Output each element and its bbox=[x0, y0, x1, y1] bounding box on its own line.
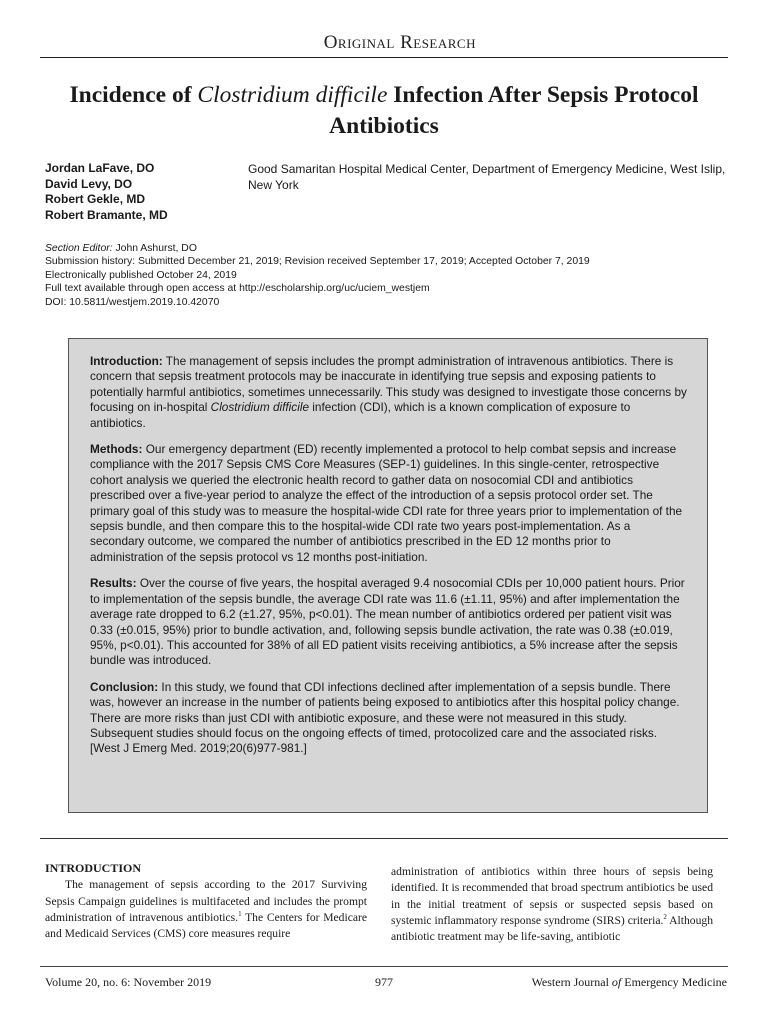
conclusion-label: Conclusion: bbox=[90, 679, 159, 694]
body-text-cont: The Centers for Medicare and Medicaid Services (CMS) core measures require bbox=[45, 910, 367, 941]
abstract-box bbox=[68, 338, 708, 813]
title-part1: Incidence of bbox=[69, 82, 198, 108]
methods-label: Methods: bbox=[90, 442, 143, 457]
footer-journal bbox=[532, 975, 727, 990]
journal-italic: of bbox=[611, 975, 622, 989]
author-name: Jordan LaFave, DO bbox=[45, 161, 155, 175]
methods-text: Our emergency department (ED) recently implemented a protocol to help combat sepsis and increase compliance with the 2017 Sepsis CMS Core Measures (SEP-1) guidelines. In this single-center, retrospective cohort analysis we queried the electronic health record to gather data on nosocomial CDI and antibiotics prescribed over a five-year period to analyze the effect of the introduction of a sepsis protocol order set. The primary goal of this study was to measure the hospital-wide CDI rate for three years prior to implementation of the sepsis bundle, and then compare this to the hospital-wide CDI rate two years post-implementation. As a secondary outcome, we compared the number of antibiotics prescribed in the ED 12 months prior to administration of the sepsis protocol vs 12 months post-initiation. bbox=[90, 442, 683, 564]
header-rule bbox=[40, 57, 728, 58]
body-column-right bbox=[391, 864, 713, 945]
author-name: Robert Bramante, MD bbox=[45, 207, 168, 222]
section-editor-name: John Ashurst, DO bbox=[112, 243, 197, 254]
results-text: Over the course of five years, the hospital averaged 9.4 nosocomial CDIs per 10,000 patient hours. Prior to implementation of the sepsis bundle, the average CDI rate was 11.6 (±1.11, 95%) and after implementation the average rate dropped to 6.2 (±1.27, 95%, p<0.01). The mean number of antibiotics ordered per patient visit was 0.33 (±0.015, 95%) prior to bundle activation, and, following sepsis bundle activation, the rate was 0.38 (±0.019, 95%, p<0.01). This accounted for 38% of all ED patient visits receiving antibiotics, a 5% increase after the sepsis bundle was introduced. bbox=[90, 576, 685, 668]
body-text: administration of antibiotics within three hours of sepsis being identified. It is recommended that broad spectrum antibiotics be used in the initial treatment of sepsis or suspected sepsis based on systemic inflammatory response syndrome (SIRS) criteria. bbox=[391, 865, 713, 927]
page-footer bbox=[45, 975, 727, 991]
author-name: Robert Gekle, MD bbox=[45, 192, 146, 206]
section-label: Original Research bbox=[323, 32, 476, 53]
abstract-conclusion bbox=[90, 680, 687, 757]
section-editor-label: Section Editor: bbox=[45, 243, 113, 254]
body-paragraph bbox=[45, 877, 367, 942]
introduction-italic: Clostridium difficile bbox=[210, 400, 310, 415]
title-part2: Infection After Sepsis Protocol Antibiotics bbox=[329, 82, 699, 139]
introduction-text: The management of sepsis includes the prompt administration of intravenous antibiotics. There is concern that sepsis treatment protocols may be inaccurate in identifying true sepsis and exposing patients to potentially harmful antibiotics, sometimes unnecessarily. This study was designed to investigate those concerns by focusing on in-hospital bbox=[90, 354, 687, 415]
author-name: David Levy, DO bbox=[45, 176, 133, 191]
page-number: 977 bbox=[375, 975, 393, 989]
full-text-link[interactable]: Full text available through open access at http://escholarship.org/uc/uciem_westjem bbox=[45, 283, 430, 295]
journal-part2: Emergency Medicine bbox=[621, 975, 727, 989]
citation-ref[interactable]: 2 bbox=[663, 913, 667, 922]
introduction-heading: INTRODUCTION bbox=[45, 861, 142, 875]
body-paragraph bbox=[391, 864, 713, 945]
abstract-results bbox=[90, 576, 687, 668]
results-label: Results: bbox=[90, 576, 137, 591]
body-text-cont: Although antibiotic treatment may be life-saving, antibiotic bbox=[391, 913, 713, 944]
section-editor bbox=[45, 242, 735, 255]
introduction-text-end: infection (CDI), which is a known complication of exposure to antibiotics. bbox=[90, 400, 631, 430]
publication-date: Electronically published October 24, 2019 bbox=[45, 269, 237, 281]
affiliation: Good Samaritan Hospital Medical Center, Department of Emergency Medicine, West Islip, New York bbox=[248, 162, 726, 192]
author-list bbox=[45, 161, 168, 223]
footer-rule bbox=[40, 966, 728, 967]
abstract-methods bbox=[90, 442, 687, 565]
introduction-label: Introduction: bbox=[90, 354, 163, 368]
journal-part1: Western Journal bbox=[531, 975, 612, 989]
doi[interactable]: DOI: 10.5811/westjem.2019.10.42070 bbox=[45, 296, 220, 308]
submission-history: Submission history: Submitted December 21, 2019; Revision received September 17, 2019; Accepted October 7, 2019 bbox=[45, 256, 590, 268]
section-rule bbox=[40, 838, 728, 839]
abstract-introduction bbox=[90, 354, 687, 431]
footer-volume: Volume 20, no. 6: November 2019 bbox=[45, 975, 212, 989]
article-meta bbox=[45, 242, 735, 309]
body-text: The management of sepsis according to the 2017 Surviving Sepsis Campaign guidelines is multifaceted and includes the prompt administration of intravenous antibiotics. bbox=[45, 878, 367, 924]
article-title bbox=[40, 80, 728, 142]
conclusion-text: In this study, we found that CDI infections declined after implementation of a sepsis bundle. There was, however an increase in the number of patients being exposed to antibiotics after this hospital policy change. There are more risks than just CDI with antibiotic exposure, and these were not measured in this study. Subsequent studies should focus on the ongoing effects of timed, protocolized care and the associated risks. [West J Emerg Med. 2019;20(6)977-981.] bbox=[90, 679, 680, 756]
title-italic: Clostridium difficile bbox=[197, 82, 388, 108]
citation-ref[interactable]: 1 bbox=[238, 910, 242, 919]
body-column-left bbox=[45, 860, 367, 942]
